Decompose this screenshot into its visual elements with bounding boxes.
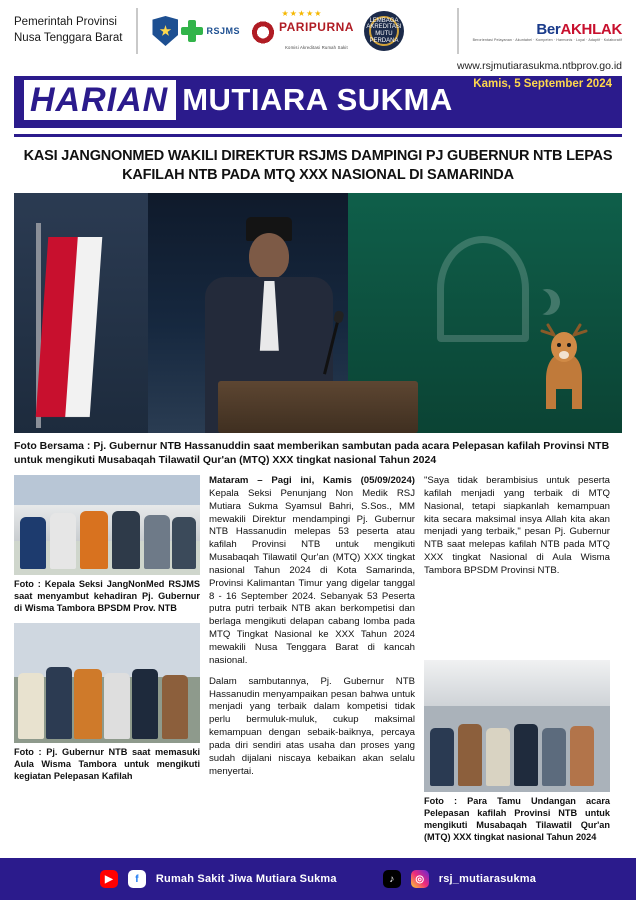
article-quote: "Saya tidak berambisius untuk peserta kafilah menjadi yang terbaik di MTQ Nasional, tetapi siapkanlah kemampuan kita secara maksimal insya Allah kita akan menjadi yang terbaik," pesan Pj. Gubernur NTB saat melepas kafilah NTB pada MTQ XXX tingkat Nasional di Aula Wisma Tambora BPSDM Provinsi NTB. — [424, 475, 610, 576]
header-divider-left — [136, 8, 138, 54]
masthead-date: Kamis, 5 September 2024 — [473, 78, 612, 90]
crescent-moon-icon — [525, 289, 551, 315]
photo-entering-hall — [14, 623, 200, 743]
center-column — [209, 475, 415, 852]
photo-guests — [424, 660, 610, 792]
instagram-handle[interactable]: rsj_mutiarasukma — [438, 873, 537, 885]
rsjms-logo-label: RSJMS — [206, 26, 240, 36]
berakhlak-akhlak: AKHLAK — [560, 20, 622, 38]
right-column — [424, 475, 610, 852]
facebook-handle[interactable]: Rumah Sakit Jiwa Mutiara Sukma — [155, 873, 337, 885]
figure — [80, 511, 108, 569]
hero-photo-wrap — [0, 193, 636, 433]
youtube-icon[interactable]: ▶ — [100, 870, 118, 888]
stars-icon: ★★★★★ — [281, 8, 323, 18]
figure — [20, 517, 46, 569]
paripurna-sublabel: Komisi Akreditasi Rumah Sakit — [285, 44, 348, 50]
berakhlak-logo — [473, 21, 622, 42]
speaker-head — [249, 233, 289, 279]
article-body — [0, 473, 636, 852]
gov-line-1: Pemerintah Provinsi — [14, 16, 117, 29]
logo-strip — [152, 9, 442, 54]
figure — [74, 669, 102, 739]
shield-icon — [152, 16, 178, 46]
figure — [50, 513, 76, 569]
paripurna-logo — [250, 9, 354, 54]
article-paragraph-1 — [209, 475, 415, 668]
akreditasi-logo — [364, 11, 404, 51]
article-dateline: Mataram – Pagi ini, Kamis (05/09/2024) — [209, 475, 415, 487]
masthead-word-mutiara-sukma: MUTIARA SUKMA — [182, 82, 453, 117]
figure — [112, 511, 140, 569]
page-headline: KASI JANGNONMED WAKILI DIREKTUR RSJMS DAMPINGI PJ GUBERNUR NTB LEPAS KAFILAH NTB PADA MTQ XXX NASIONAL DI SAMARINDA — [23, 148, 613, 183]
figure — [144, 515, 170, 569]
photo-welcome — [14, 475, 200, 575]
website-url[interactable]: www.rsjmutiarasukma.ntbprov.go.id — [457, 60, 622, 72]
podium — [218, 381, 418, 433]
facebook-icon[interactable]: f — [128, 870, 146, 888]
figure — [46, 667, 72, 739]
akreditasi-logo-label: LEMBAGA AKREDITASI MUTU PERDANA — [369, 16, 399, 46]
tiktok-icon[interactable]: ♪ — [383, 870, 401, 888]
footer-bar — [0, 858, 636, 900]
article-paragraph-1-text: Kepala Seksi Penunjang Non Medik RSJ Mutiara Sukma Syamsul Bahri, S.Sos., MM mewakili Direktur mendampingi Pj. Gubernur NTB Hassanudin melepas 53 peserta atau kafilah Provinsi NTB untuk mengikuti Musabaqah Tilawatil Qur'an (MTQ) XXX tingkat nasional Tahun 2024 di Kota Samarinda, Provinsi Kalimantan Timur yang digelar tanggal 8 - 16 September 2024. Sebanyak 53 Peserta putra putri terbaik NTB akan berkompetisi dan berlaga mengikuti delapan cabang lomba pada MTQ Tingkat Nasional ke XXX Tahun 2024 mewakili Nusa Tenggara Barat di kancah nasional. — [209, 487, 415, 666]
article-paragraph-2: Dalam sambutannya, Pj. Gubernur NTB Hassanudin menyampaikan pesan bahwa untuk menjadi yang terbaik dalam kompetisi tidak perlu bermuluk-muluk, cukup maksimal kemampuan dengan sebaik-baiknya, percaya pada diri sendiri atas usaha dan proses yang sudah dijalani niscaya kebaikan akan selalu menyertai. — [209, 675, 415, 777]
photo-welcome-caption: Foto : Kepala Seksi JangNonMed RSJMS saat menyambut kehadiran Pj. Gubernur di Wisma Tambora BPSDM Prov. NTB — [14, 579, 200, 613]
masthead-word-harian: HARIAN — [24, 80, 176, 120]
figure — [172, 517, 196, 569]
berakhlak-sublabel: Berorientasi Pelayanan · Akuntabel · Kompeten · Harmonis · Loyal · Adaptif · Kolaboratif — [472, 37, 622, 42]
rsjms-logo — [152, 16, 240, 46]
berakhlak-ber: Ber — [536, 20, 561, 38]
hero-photo — [14, 193, 622, 433]
ribbon-icon — [250, 21, 276, 51]
figure — [104, 673, 130, 739]
gov-line-2: Nusa Tenggara Barat — [14, 32, 123, 44]
hero-caption: Foto Bersama : Pj. Gubernur NTB Hassanuddin saat memberikan sambutan pada acara Pelepasan kafilah Provinsi NTB untuk mengikuti Musabaqah Tilawatil Qur'an (MTQ) XXX tingkat nasional Tahun 2024 — [14, 439, 610, 466]
figure — [18, 673, 44, 739]
photo-guests-caption: Foto : Para Tamu Undangan acara Pelepasan kafilah Provinsi NTB untuk mengikuti Musabaqah Tilawatil Qur'an (MTQ) XXX tingkat nasional Tahun 2024 — [424, 796, 610, 843]
left-column — [14, 475, 200, 852]
photo-entering-hall-caption: Foto : Pj. Gubernur NTB saat memasuki Aula Wisma Tambora untuk mengikuti kegiatan Pelepasan Kafilah — [14, 746, 200, 781]
berakhlak-wordmark — [473, 21, 622, 38]
paripurna-label: PARIPURNA — [279, 19, 354, 34]
instagram-icon[interactable]: ◎ — [411, 870, 429, 888]
government-title — [14, 15, 122, 46]
deer-mascot-icon — [518, 323, 610, 423]
masthead — [14, 76, 622, 128]
figure — [162, 675, 188, 739]
header-divider-right — [457, 8, 459, 54]
header-bar — [0, 0, 636, 58]
medical-cross-icon — [181, 20, 203, 42]
figure — [132, 669, 158, 739]
